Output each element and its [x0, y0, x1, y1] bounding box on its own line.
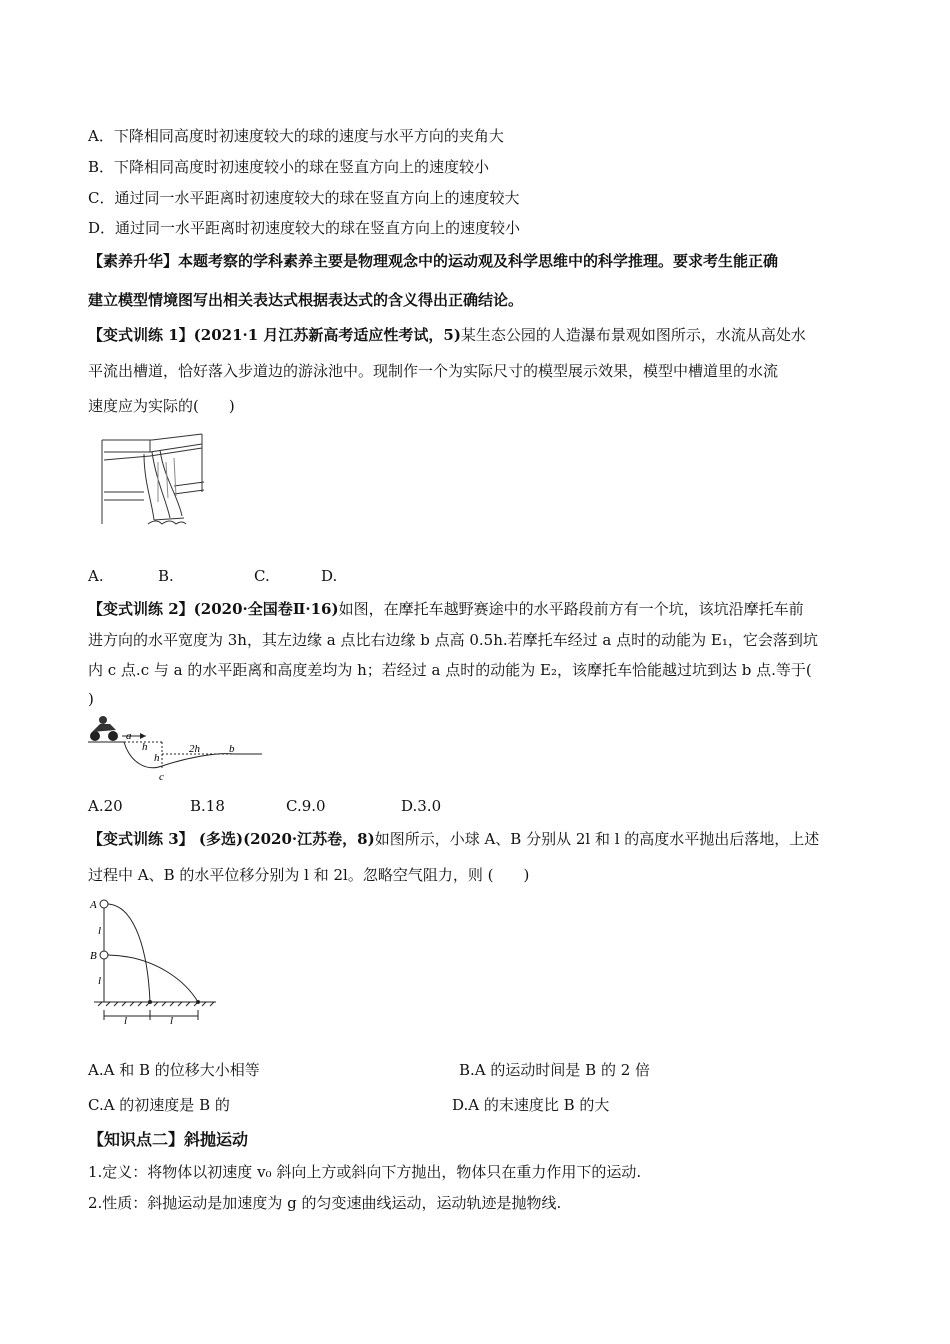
motorcycle-icon: [90, 716, 118, 741]
pit-figure: [86, 714, 268, 786]
ex1-option-b: B.: [158, 567, 174, 585]
ex2-option-b: B.18: [190, 797, 225, 815]
fig-label-A: A: [90, 899, 97, 911]
ex2-line-1: [88, 599, 804, 619]
fig-label-l-upper: l: [98, 925, 102, 937]
ex3-line-1: [88, 829, 819, 849]
ex2-option-a: A.20: [88, 797, 123, 815]
section-title: 【知识点二】斜抛运动: [88, 1130, 249, 1149]
fig-label-l-right: l: [170, 1015, 174, 1024]
waterfall-figure: [92, 432, 212, 532]
ex3-option-a: A.A 和 B 的位移大小相等: [88, 1061, 260, 1079]
ex3-option-b: B.A 的运动时间是 B 的 2 倍: [459, 1061, 651, 1079]
ex3-option-c: C.A 的初速度是 B 的: [88, 1096, 230, 1114]
ex2-text: 如图，在摩托车越野赛途中的水平路段前方有一个坑，该坑沿摩托车前: [338, 600, 804, 618]
fig-label-l-lower: l: [98, 975, 102, 987]
ex2-option-c: C.9.0: [286, 797, 326, 815]
suyang-line-1: 【素养升华】本题考察的学科素养主要是物理观念中的运动观及科学思维中的科学推理。要求考生能正确: [88, 252, 779, 270]
ex2-line-4: ): [88, 690, 94, 708]
ex3-head: 【变式训练 3】 (多选)(2020·江苏卷，8): [88, 830, 375, 848]
option-c: C．通过同一水平距离时初速度较大的球在竖直方向上的速度较大: [88, 189, 520, 207]
ex1-head: 【变式训练 1】(2021·1 月江苏新高考适应性考试，5): [88, 326, 461, 344]
fig-label-a: a: [126, 730, 132, 742]
ex1-text: 某生态公园的人造瀑布景观如图所示，水流从高处水: [460, 326, 806, 344]
option-a: A．下降相同高度时初速度较大的球的速度与水平方向的夹角大: [88, 127, 504, 145]
fig-label-b: b: [229, 743, 235, 755]
ex2-line-2: 进方向的水平宽度为 3h，其左边缘 a 点比右边缘 b 点高 0.5h.若摩托车经过 a 点时的动能为 E₁，它会落到坑: [88, 631, 818, 649]
fig-label-2h: 2h: [189, 743, 200, 755]
ex2-line-3: 内 c 点.c 与 a 的水平距离和高度差均为 h；若经过 a 点时的动能为 E₂，该摩托车恰能越过坑到达 b 点.等于(: [88, 661, 812, 679]
ex1-option-d: D.: [321, 567, 338, 585]
ex1-option-a: A.: [88, 567, 104, 585]
option-b: B．下降相同高度时初速度较小的球在竖直方向上的速度较小: [88, 158, 490, 176]
option-d: D．通过同一水平距离时初速度较大的球在竖直方向上的速度较小: [88, 219, 521, 237]
ex3-line-2: 过程中 A、B 的水平位移分别为 l 和 2l。忽略空气阻力，则 ( ): [88, 866, 530, 884]
suyang-line-2: 建立模型情境图写出相关表达式根据表达式的含义得出正确结论。: [88, 291, 524, 309]
fig-label-h-horizontal: h: [142, 741, 148, 753]
definition: 1.定义：将物体以初速度 v₀ 斜向上方或斜向下方抛出，物体只在重力作用下的运动.: [88, 1163, 642, 1181]
fig-label-c: c: [159, 771, 164, 783]
ex3-text: 如图所示，小球 A、B 分别从 2l 和 l 的高度水平抛出后落地，上述: [374, 830, 820, 848]
ex2-option-d: D.3.0: [401, 797, 442, 815]
ex2-head: 【变式训练 2】(2020·全国卷Ⅱ·16): [88, 600, 339, 618]
ex1-line-3: 速度应为实际的( ): [88, 397, 235, 415]
ex1-option-c: C.: [254, 567, 270, 585]
nature: 2.性质：斜抛运动是加速度为 g 的匀变速曲线运动，运动轨迹是抛物线.: [88, 1194, 562, 1212]
fig-label-B: B: [90, 950, 97, 962]
ex1-line-2: 平流出槽道，恰好落入步道边的游泳池中。现制作一个为实际尺寸的模型展示效果，模型中槽道里的水流: [88, 362, 779, 380]
fig-label-l-left: l: [124, 1015, 128, 1024]
ex3-option-d: D.A 的末速度比 B 的大: [452, 1096, 610, 1114]
ex1-line-1: [88, 325, 806, 345]
fig-label-h-vertical: h: [154, 752, 160, 764]
projectile-figure: [86, 894, 226, 1024]
